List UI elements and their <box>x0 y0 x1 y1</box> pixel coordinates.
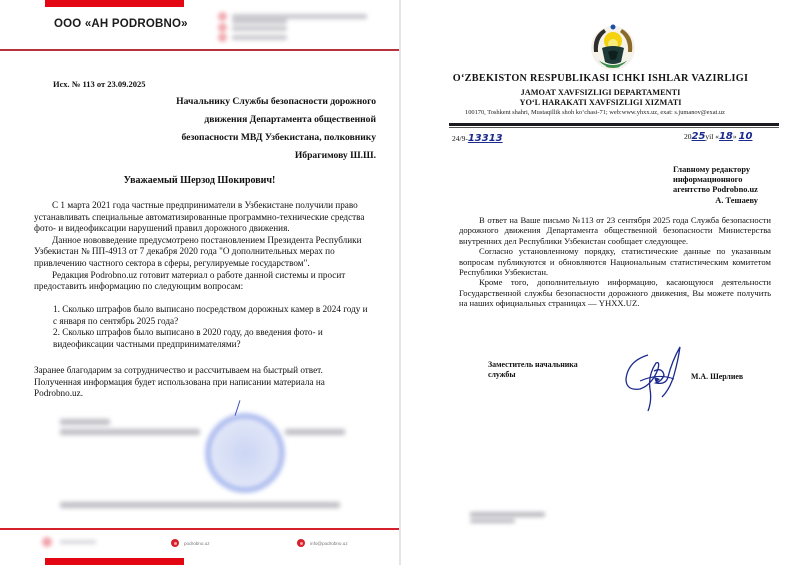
service-title: YO‘L HARAKATI XAVFSIZLIGI XIZMATI <box>519 98 682 107</box>
signatory-title: Заместитель начальника службы <box>488 360 578 379</box>
phone-icon <box>42 537 52 547</box>
handwritten-day: 18 <box>718 131 733 142</box>
official-stamp <box>205 413 285 493</box>
footer-divider <box>0 528 399 530</box>
phone-icon <box>218 23 227 32</box>
body-paragraph: Согласно установленному порядку, статистические данные по указанным вопросам публикуются и обновляются Национальным статистическим комитетом Республики Узбекистан. <box>459 246 771 278</box>
handwritten-signature-icon <box>618 341 688 413</box>
body-paragraph: В ответ на Ваше письмо №113 от 23 сентября 2025 года Служба безопасности дорожного движения Департамента общественной безопасности Министерства внутренних дел Республики Узбекистан сообщает следующее. <box>459 215 771 246</box>
mail-icon <box>218 33 227 42</box>
redacted-executor-note <box>470 510 550 526</box>
brand-red-bar-bottom <box>45 558 184 565</box>
question-item: 1. Сколько штрафов было выписано посредством дорожных камер в 2024 году и с января по сентябрь 2025 года? <box>53 304 368 326</box>
addressee-line: движения Департамента общественной <box>204 114 376 125</box>
recipient-line: агентство Podrobno.uz <box>673 185 758 195</box>
addressee-line: безопасности МВД Узбекистана, полковнику <box>181 132 376 143</box>
location-icon <box>218 12 227 21</box>
letterhead-rule-thin <box>449 127 779 128</box>
outgoing-reference: Исх. № 113 от 23.09.2025 <box>53 79 146 89</box>
globe-icon <box>171 539 179 547</box>
body-paragraph: С 1 марта 2021 года частные предприниматели в Узбекистане получили право устанавливать специальные автоматизированные программно-технические средства фото- и видеофиксации нарушений правил дорожного движения. <box>34 200 365 234</box>
signatory-name: М.А. Шерлиев <box>691 372 744 381</box>
ministry-address: 100170, Toshkent shahri, Mustaqillik shoh ko‘chasi-71; web:www.yhxx.uz, exat: s.jumanov@exat.uz <box>465 109 725 116</box>
salutation: Уважаемый Шерзод Шокирович! <box>123 175 276 186</box>
redacted-signature-block <box>60 415 350 510</box>
questions-list <box>53 304 373 350</box>
letter-body <box>34 200 374 293</box>
body-paragraph: Редакция Podrobno.uz готовит материал о работе данной системы и просит предоставить информацию по следующим вопросам: <box>34 269 346 292</box>
redacted-contact-block <box>218 10 368 42</box>
recipient-block <box>673 165 758 206</box>
outgoing-date: 2025yil «18» 10 <box>684 131 753 142</box>
body-paragraph: Данное нововведение предусмотрено постановлением Президента Республики Узбекистан № ПП-4913 от 7 декабря 2020 года "О дополнительных мерах по привлечению частного сектора в сферы, регулируемые государством". <box>34 234 362 268</box>
header-divider <box>0 49 399 51</box>
handwritten-year: 25 <box>691 131 706 142</box>
closing-line: Заранее благодарим за сотрудничество и рассчитываем на быстрый ответ. <box>34 365 323 375</box>
closing-line: Полученная информация будет использована при написании материала на Podrobno.uz. <box>34 376 325 399</box>
state-emblem-icon <box>588 22 638 72</box>
recipient-line: информационного <box>673 175 743 185</box>
redacted-phone <box>42 536 102 548</box>
footer-email[interactable]: info@podrobno.uz <box>297 539 348 547</box>
letterhead-rule <box>449 123 779 126</box>
closing-text <box>34 365 364 400</box>
handwritten-month: 10 <box>738 131 753 142</box>
addressee-line: Ибрагимову Ш.Ш. <box>294 150 376 161</box>
recipient-line: Главному редактору <box>673 165 751 174</box>
footer-website[interactable]: podrobno.uz <box>171 539 210 547</box>
addressee-block <box>146 93 376 165</box>
recipient-line: А. Тешаеву <box>715 195 758 205</box>
brand-red-bar-top <box>45 0 184 7</box>
outgoing-number: 24/9-13313 <box>452 133 503 144</box>
ministry-title: O‘ZBEKISTON RESPUBLIKASI ICHKI ISHLAR VAZIRLIGI <box>452 73 749 84</box>
handwritten-number: 13313 <box>467 133 503 144</box>
company-name: ООО «АН PODROBNO» <box>54 18 188 30</box>
addressee-line: Начальнику Службы безопасности дорожного <box>176 96 376 107</box>
response-body <box>459 215 771 309</box>
body-paragraph: Кроме того, дополнительную информацию, касающуюся деятельности Государственной службы безопасности дорожного движения, Вы можете получить на наших официальных страницах — YHXX.UZ. <box>459 277 771 309</box>
outgoing-request-letter <box>0 0 399 565</box>
mail-icon <box>297 539 305 547</box>
department-title: JAMOAT XAVFSIZLIGI DEPARTAMENTI <box>520 88 681 97</box>
question-item: 2. Сколько штрафов было выписано в 2020 году, до введения фото- и видеофиксации частными предпринимателями? <box>53 327 323 349</box>
